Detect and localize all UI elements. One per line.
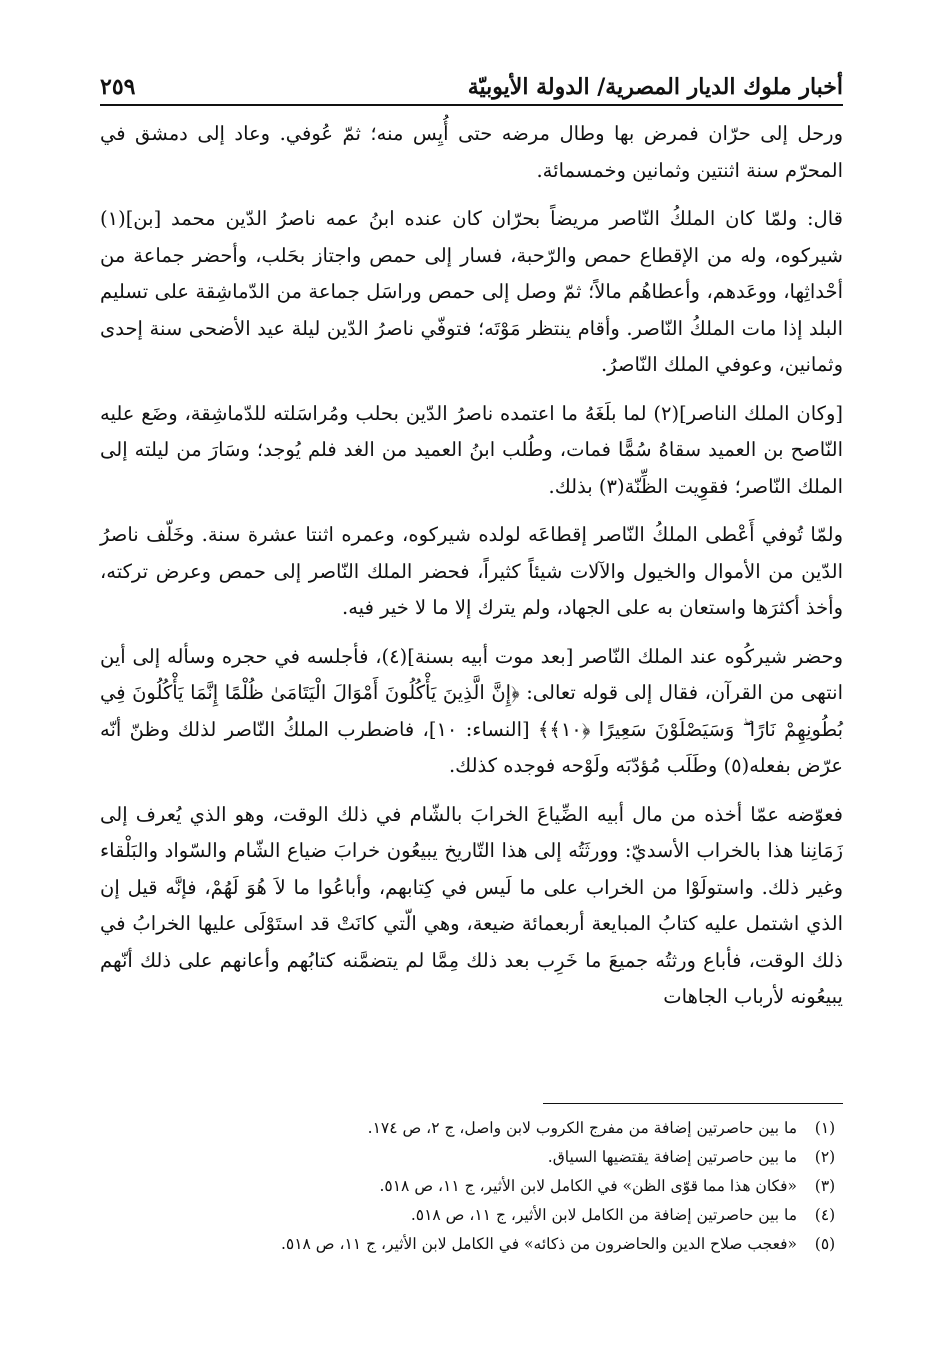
paragraph: ورحل إلى حرّان فمرض بها وطال مرضه حتى أُيِس منه؛ ثمّ عُوفي. وعاد إلى دمشق في المحرّم سنة اثنتين وثمانين وخمسمائة. bbox=[100, 122, 843, 182]
footnotes bbox=[100, 1114, 843, 1259]
footnote-number: (٢) bbox=[814, 1148, 836, 1166]
footnote-number: (١) bbox=[814, 1119, 836, 1137]
footnote bbox=[100, 1114, 843, 1143]
footnote-text: ما بين حاصرتين إضافة من مفرج الكروب لابن واصل، ج ٢، ص ١٧٤. bbox=[367, 1119, 797, 1137]
paragraph: [وكان الملك الناصر](٢) لما بلَغَهُ ما اعتمده ناصرُ الدّين بحلب ومُراسَلته للدّماشِقة، وضَع عليه النّاصح بن العميد سقاهُ سُمًّا فمات، وطُلب ابنُ العميد من الغد فلم يُوجد؛ وسَارَ من ليلته إلى الملك النّاصر؛ فقوِيت الظِّنّة(٣) بذلك. bbox=[100, 401, 843, 498]
footnote-text: «فكان هذا مما قوّى الظن» في الكامل لابن الأثير، ج ١١، ص ٥١٨. bbox=[379, 1177, 797, 1195]
footnote bbox=[100, 1230, 843, 1259]
footnote-divider bbox=[543, 1103, 843, 1104]
footnote-text: «فعجب صلاح الدين والحاضرون من ذكائه» في الكامل لابن الأثير، ج ١١، ص ٥١٨. bbox=[280, 1235, 797, 1253]
page-number: ٢٥٩ bbox=[100, 74, 136, 100]
footnote-text: ما بين حاصرتين إضافة من الكامل لابن الأثير، ج ١١، ص ٥١٨. bbox=[410, 1206, 797, 1224]
paragraph: ولمّا تُوفي أَعْطى الملكُ النّاصر إقطاعَه لولده شيركوه، وعمره اثنتا عشرة سنة. وخَلّف ناصرُ الدّين من الأموال والخيول والآلات شيئاً كثيراً، فحضر الملك النّاصر إلى حمص وعرض تركته، وأخذ أكثرَها واستعان به على الجهاد، ولم يترك إلا ما لا خير فيه. bbox=[100, 523, 843, 619]
footnote bbox=[100, 1201, 843, 1230]
paragraph: فعوّضه عمّا أخذه من مال أبيه الضِّياعَ الخرابَ بالشّام في ذلك الوقت، وهو الذي يُعرف إلى زَمَانِنا هذا بالخراب الأسديّ: وورثَتُه إلى هذا التّاريخ يبيعُون خرابَ ضياع الشّام والسّواد والبَلْقاء وغير ذلك. واستولَوْا من الخراب على ما لَيس في كِتابهم، وأباعُوا ما لاَ هُوَ لَهُمْ، فإنَّه قيل إن الذي اشتمل عليه كتابُ المبايعة أربعمائة ضيعة، وهي الّتي كانَتْ قد استَوْلَى عليها الخرابُ في ذلك الوقت، فأباع ورثتُه جميعَ ما خَرِب بعد ذلك مِمَّا لم يتضمَّنه كتابُهم وأعانهم على ذلك أنّهم يبيعُونه لأرباب الجاهات bbox=[100, 802, 843, 1008]
body-text bbox=[100, 116, 843, 1028]
footnote bbox=[100, 1172, 843, 1201]
paragraph: وحضر شيركُوه عند الملك النّاصر [بعد موت أبيه بسنة](٤)، فأجلسه في حجره وسأله إلى أين انتهى من القرآن، فقال إلى قوله تعالى: ﴿إِنَّ الَّذِينَ يَأْكُلُونَ أَمْوَالَ الْيَتَامَىٰ ظُلْمًا إِنَّمَا يَأْكُلُونَ فِي بُطُونِهِمْ نَارًا ۖ وَسَيَصْلَوْنَ سَعِيرًا ﴿١٠﴾﴾ [النساء: ١٠]، فاضطرب الملكُ النّاصر لذلك وظنّ أنّه عرّض بفعله(٥) وطَلَب مُؤدّبَه ولَوْحه فوجده كذلك. bbox=[100, 644, 844, 777]
footnote-number: (٤) bbox=[814, 1206, 836, 1224]
footnote-number: (٥) bbox=[814, 1235, 836, 1253]
footnote-number: (٣) bbox=[814, 1177, 836, 1195]
footnote-text: ما بين حاصرتين إضافة يقتضيها السياق. bbox=[547, 1148, 797, 1166]
page-header bbox=[100, 60, 843, 106]
footnote bbox=[100, 1143, 843, 1172]
paragraph: قال: ولمّا كان الملكُ النّاصر مريضاً بحرّان كان عنده ابنُ عمه ناصرُ الدّين محمد [بن](١) شيركوه، وله من الإقطاع حمص والرّحبة، فسار إلى حمص واجتاز بحَلب، وأحضر جماعة من أحْداثِها، ووعَدهم، وأعطاهُم مالاً؛ ثمّ وصل إلى حمص وراسَل جماعة من الدّماشِقة على تسليم البلد إذا مات الملكُ النّاصر. وأقام ينتظر مَوْتَه؛ فتوفّي ناصرُ الدّين ليلة عيد الأضحى سنة إحدى وثمانين، وعوفي الملك النّاصرُ. bbox=[100, 207, 843, 376]
running-title: أخبار ملوك الديار المصرية/ الدولة الأيوبيّة bbox=[467, 74, 843, 100]
